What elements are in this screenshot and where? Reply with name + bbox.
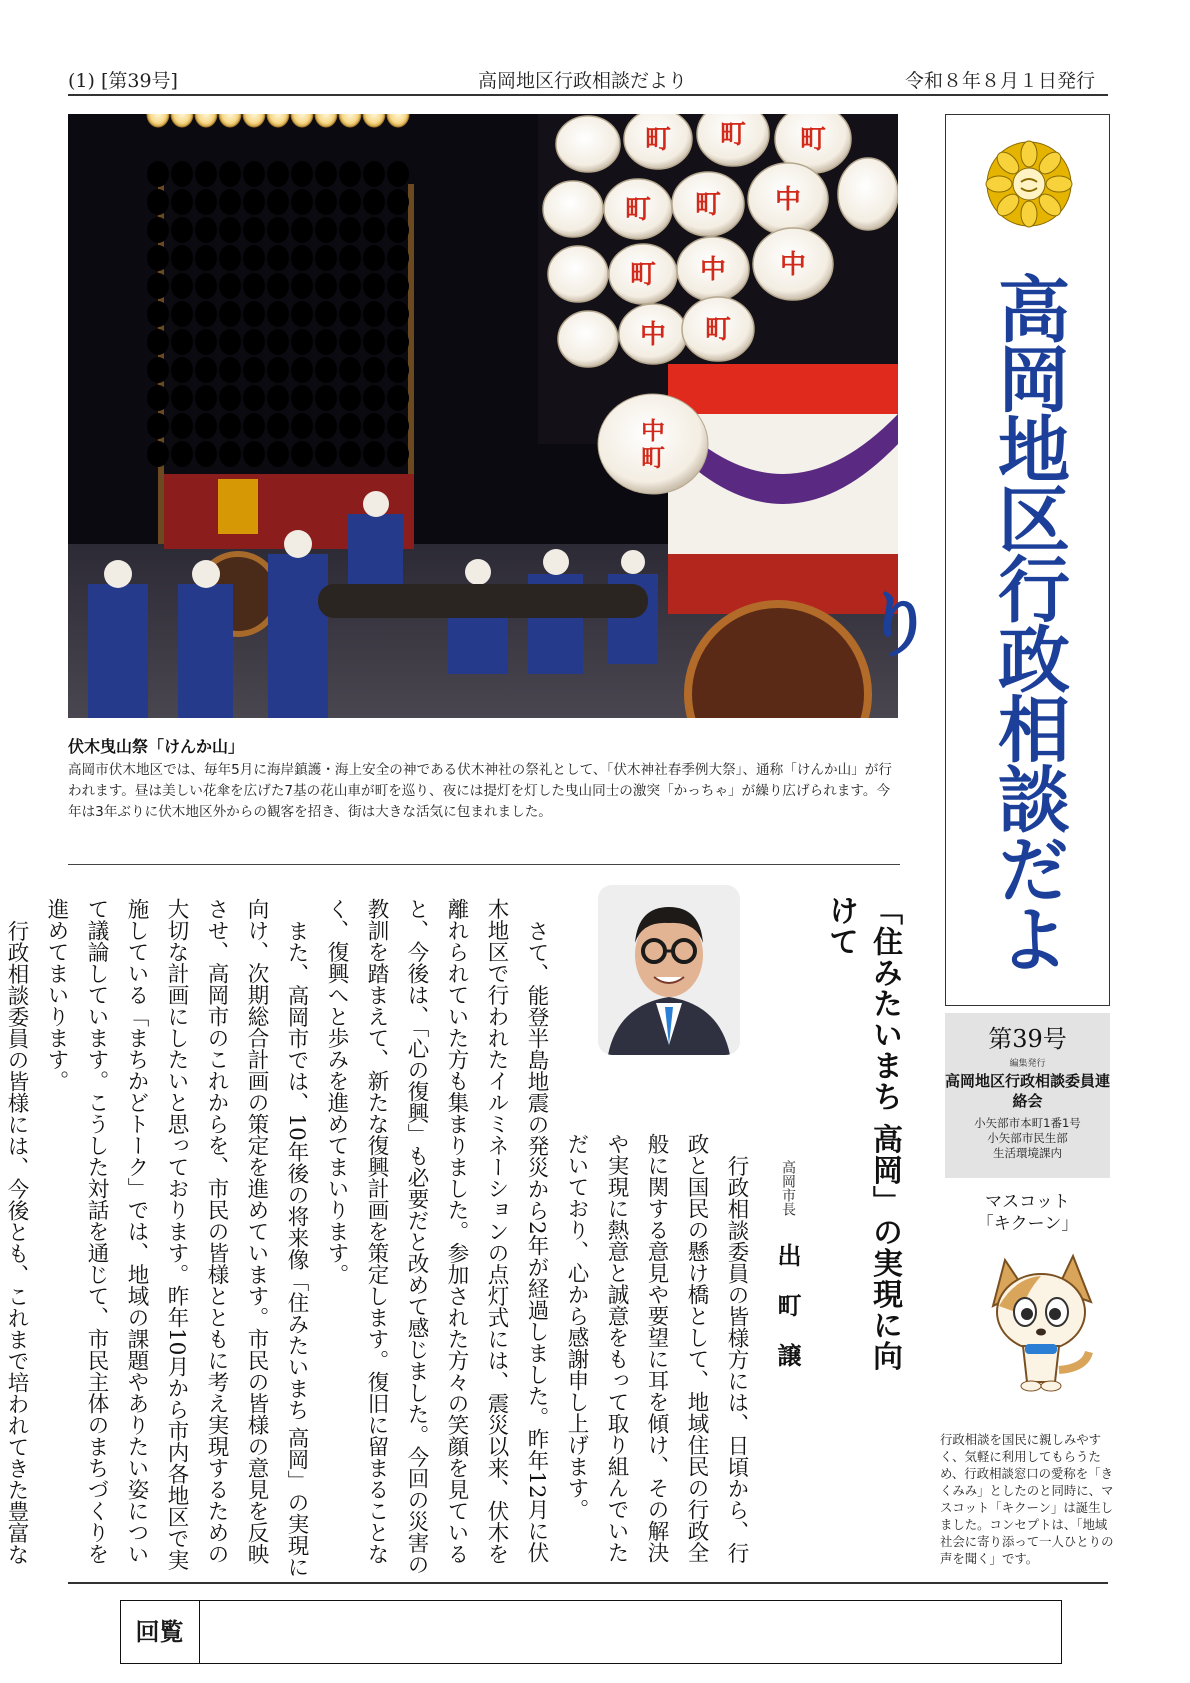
festival-photo	[68, 114, 898, 718]
article-headline: 「住みたいまち 高岡」の実現に向けて	[823, 895, 902, 1372]
kikuun-mascot-icon	[985, 1242, 1097, 1392]
left-lantern-tower	[147, 114, 414, 549]
chrysanthemum-emblem-icon	[985, 140, 1073, 228]
article-paragraph: 行政相談委員の皆様方には、日頃から、行政と国民の懸け橋として、地域住民の行政全般に関する意見や要望に耳を傾け、その解決や実現に熱意と誠意をもって取り組んでいただいており、心から感謝申し上げます。	[564, 1133, 749, 1563]
publish-date: 令和８年８月１日発行	[905, 70, 1096, 92]
svg-text:中: 中	[639, 320, 667, 350]
svg-text:町: 町	[694, 190, 722, 220]
mascot-label-line: 「キクーン」	[976, 1214, 1079, 1234]
svg-text:町: 町	[799, 125, 827, 155]
address-line: 小矢部市本町1番1号	[974, 1116, 1081, 1130]
publisher-label: 編集発行	[1009, 1059, 1046, 1069]
caption-divider	[68, 864, 900, 865]
circulation-box	[120, 1600, 1062, 1664]
svg-text:中: 中	[774, 185, 802, 215]
publisher-name: 高岡地区行政相談委員連絡会	[945, 1072, 1111, 1110]
issue-info-box	[945, 1013, 1110, 1178]
article-body	[4, 898, 756, 1578]
svg-text:中: 中	[641, 417, 665, 445]
header-divider	[68, 94, 1108, 96]
address-line: 生活環境課内	[993, 1146, 1062, 1160]
header-title: 高岡地区行政相談だより	[478, 70, 688, 92]
svg-text:町: 町	[704, 315, 732, 345]
festival-illustration	[68, 114, 898, 718]
footer-divider	[68, 1582, 1108, 1584]
caption-body: 高岡市伏木地区では、毎年5月に海岸鎮護・海上安全の神である伏木神社の祭礼として、「伏木神社春季例大祭」、通称「けんか山」が行われます。昼は美しい花傘を広げた7基の花山車が町を巡り、夜には提灯を灯した曳山同士の激突「かっちゃ」が繰り広げられます。今年は3年ぶりに伏木地区外からの観客を招き、街は大きな活気に包まれました。	[68, 762, 892, 820]
mascot-description: 行政相談を国民に親しみやすく、気軽に利用してもらうため、行政相談窓口の愛称を「きくみみ」としたのと同時に、マスコット「キクーン」は誕生しました。コンセプトは、「地域社会に寄り添って一人ひとりの声を聞く」です。	[940, 1432, 1114, 1566]
author-title: 高岡市長	[780, 1160, 796, 1216]
article-paragraph: また、高岡市では、10年後の将来像「住みたいまち 高岡」の実現に向け、次期総合計画の策定を進めています。市民の皆様の意見を反映させ、高岡市のこれからを、市民の皆様とともに考え実現するための大切な計画にしたいと思っております。昨年10月から市内各地区で実施している「まちかどトーク」では、地域の課題やありたい姿について議論しています。こうした対話を通じて、市民主体のまちづくりを進めてまいります。	[44, 898, 309, 1578]
svg-text:町: 町	[641, 444, 665, 472]
issue-number: 第39号	[988, 1025, 1067, 1053]
svg-text:町: 町	[644, 125, 672, 155]
circulation-label: 回覧	[120, 1600, 200, 1664]
svg-text:町: 町	[719, 120, 747, 150]
address-line: 小矢部市民生部	[987, 1131, 1068, 1145]
author-name: 出町譲	[773, 1243, 802, 1393]
mascot-label	[945, 1191, 1110, 1235]
article-paragraph: 行政相談委員の皆様には、今後とも、これまで培われてきた豊富な	[4, 919, 29, 1565]
svg-text:中: 中	[779, 250, 807, 280]
svg-text:町: 町	[624, 195, 652, 225]
article-paragraph: さて、能登半島地震の発災から2年が経過しました。昨年12月に伏木地区で行われたイルミネーションの点灯式には、震災以来、伏木を離れられていた方も集まりました。参加された方々の笑顔を見ていると、今後は、「心の復興」も必要だと改めて感じました。今回の災害の教訓を踏まえて、新たな復興計画を策定します。復旧に留まることなく、復興へと歩みを進めてまいります。	[324, 898, 549, 1576]
caption-title: 伏木曳山祭「けんか山」	[68, 737, 245, 756]
publisher-address	[945, 1116, 1110, 1161]
issue-label: (1) [第39号]	[68, 70, 178, 92]
svg-text:町: 町	[629, 260, 657, 290]
mascot-label-line: マスコット	[985, 1192, 1070, 1212]
svg-text:中: 中	[699, 255, 727, 285]
newsletter-title: 高岡地区行政相談だより	[851, 272, 1070, 972]
